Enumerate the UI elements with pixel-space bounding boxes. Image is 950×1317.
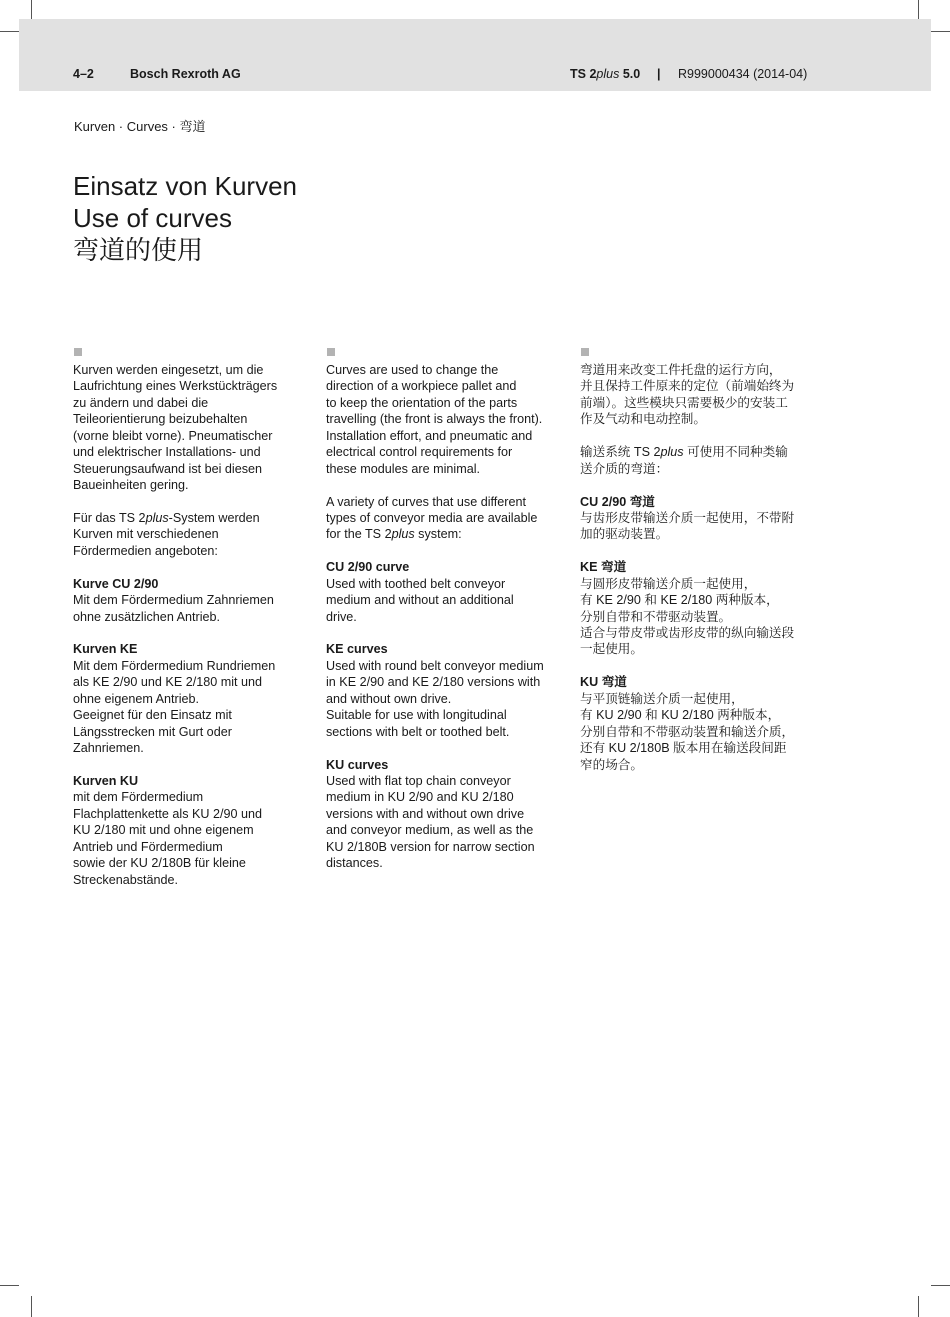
- section-heading: KE 弯道: [580, 560, 627, 575]
- text-line: Kurven mit verschiedenen: [73, 527, 219, 542]
- paragraph-gap: [326, 477, 571, 493]
- crop-mark: [931, 31, 950, 32]
- crop-mark: [31, 1296, 32, 1317]
- page-title: [73, 170, 297, 266]
- text-line: Streckenabstände.: [73, 872, 179, 887]
- breadcrumb: Kurven · Curves · 弯道: [74, 119, 206, 134]
- section-marker: [74, 348, 82, 356]
- text-line: 输送系统 TS 2plus 可使用不同种类输: [580, 445, 788, 460]
- text-line: (vorne bleibt vorne). Pneumatischer: [73, 428, 273, 443]
- text-line: Längsstrecken mit Gurt oder: [73, 724, 232, 739]
- crop-mark: [31, 0, 32, 19]
- paragraph-gap: [73, 757, 318, 773]
- text-line: 弯道用来改变工件托盘的运行方向，: [580, 363, 782, 377]
- text-line: ohne eigenem Antrieb.: [73, 691, 200, 706]
- text-line: KU 2/180B version for narrow section: [326, 839, 535, 854]
- crop-mark: [0, 31, 19, 32]
- crop-mark: [931, 1285, 950, 1286]
- text-line: Kurven werden eingesetzt, um die: [73, 363, 264, 377]
- text-line: ohne zusätzlichen Antrieb.: [73, 609, 221, 624]
- text-line: to keep the orientation of the parts: [326, 395, 518, 410]
- crop-mark: [0, 1285, 19, 1286]
- text-line: and conveyor medium, as well as the: [326, 823, 534, 838]
- text-line: 分别自带和不带驱动装置和输送介质，: [580, 724, 795, 739]
- paragraph-gap: [580, 428, 825, 444]
- text-line: als KE 2/90 und KE 2/180 mit und: [73, 675, 263, 690]
- text-line: Used with flat top chain conveyor: [326, 773, 511, 788]
- text-line: Zahnriemen.: [73, 741, 144, 756]
- text-line: drive.: [326, 609, 357, 624]
- paragraph-gap: [326, 625, 571, 641]
- text-line: in KE 2/90 and KE 2/180 versions with: [326, 675, 541, 690]
- column-chinese: [580, 345, 825, 773]
- section-heading: KU curves: [326, 757, 389, 772]
- title-zh: 弯道的使用: [73, 235, 204, 265]
- paragraph-gap: [580, 477, 825, 493]
- document-id: R999000434 (2014-04): [678, 67, 808, 81]
- product-name: TS 2plus 5.0: [570, 67, 641, 81]
- paragraph-gap: [73, 494, 318, 510]
- text-line: and without own drive.: [326, 691, 452, 706]
- text-line: 有 KE 2/90 和 KE 2/180 两种版本，: [580, 593, 779, 608]
- text-line: Curves are used to change the: [326, 363, 499, 377]
- text-line: sowie der KU 2/180B für kleine: [73, 856, 246, 871]
- text-line: for the TS 2plus system:: [326, 527, 462, 542]
- paragraph-gap: [73, 559, 318, 575]
- text-line: 前端）。这些模块只需要极少的安装工: [580, 395, 788, 410]
- text-line: Used with round belt conveyor medium: [326, 658, 544, 673]
- text-line: these modules are minimal.: [326, 461, 480, 476]
- text-line: Fördermedien angeboten:: [73, 543, 218, 558]
- text-line: 与圆形皮带输送介质一起使用，: [580, 576, 757, 591]
- text-line: 一起使用。: [580, 642, 643, 657]
- text-line: versions with and without own drive: [326, 806, 525, 821]
- text-line: KU 2/180 mit und ohne eigenem: [73, 823, 254, 838]
- paragraph-gap: [580, 658, 825, 674]
- text-line: 送介质的弯道：: [580, 461, 669, 476]
- text-line: Steuerungsaufwand ist bei diesen: [73, 461, 263, 476]
- text-line: distances.: [326, 856, 383, 871]
- text-line: 分别自带和不带驱动装置。: [580, 609, 732, 624]
- text-line: und elektrischer Installations- und: [73, 445, 261, 460]
- paragraph-gap: [326, 543, 571, 559]
- text-line: Mit dem Fördermedium Zahnriemen: [73, 593, 274, 608]
- paragraph-gap: [326, 740, 571, 756]
- text-line: Geeignet für den Einsatz mit: [73, 708, 232, 723]
- text-line: Laufrichtung eines Werkstückträgers: [73, 379, 278, 394]
- text-line: 还有 KU 2/180B 版本用在输送段间距: [580, 741, 787, 756]
- text-line: Suitable for use with longitudinal: [326, 708, 507, 723]
- text-line: 并且保持工件原来的定位（前端始终为: [580, 379, 795, 394]
- section-heading: Kurven KU: [73, 773, 139, 788]
- text-line: 与齿形皮带输送介质一起使用，不带附: [580, 510, 795, 525]
- text-line: 适合与带皮带或齿形皮带的纵向输送段: [580, 626, 795, 640]
- text-line: zu ändern und dabei die: [73, 395, 209, 410]
- section-heading: KE curves: [326, 642, 388, 657]
- title-en: Use of curves: [73, 203, 232, 233]
- title-de: Einsatz von Kurven: [73, 171, 298, 201]
- column-text: [326, 362, 571, 872]
- header-separator: |: [657, 67, 661, 81]
- section-heading: CU 2/90 curve: [326, 560, 410, 575]
- column-english: [326, 345, 571, 872]
- text-line: Mit dem Fördermedium Rundriemen: [73, 658, 276, 673]
- text-line: sections with belt or toothed belt.: [326, 724, 510, 739]
- text-line: medium in KU 2/90 and KU 2/180: [326, 790, 514, 805]
- text-line: Baueinheiten gering.: [73, 478, 189, 493]
- text-line: medium and without an additional: [326, 593, 514, 608]
- paragraph-gap: [580, 543, 825, 559]
- section-heading: Kurven KE: [73, 642, 138, 657]
- text-line: Antrieb und Fördermedium: [73, 839, 223, 854]
- text-line: travelling (the front is always the front).: [326, 412, 543, 427]
- column-text: [73, 362, 318, 888]
- text-line: Flachplattenkette als KU 2/90 und: [73, 806, 263, 821]
- text-line: 作及气动和电动控制。: [580, 412, 706, 427]
- column-german: [73, 345, 318, 888]
- crop-mark: [918, 1296, 919, 1317]
- column-text: [580, 362, 825, 773]
- text-line: Für das TS 2plus-System werden: [73, 510, 260, 525]
- text-line: 窄的场合。: [580, 757, 643, 772]
- crop-mark: [918, 0, 919, 19]
- text-line: Used with toothed belt conveyor: [326, 576, 506, 591]
- section-heading: KU 弯道: [580, 675, 627, 690]
- text-line: electrical control requirements for: [326, 445, 513, 460]
- section-marker: [327, 348, 335, 356]
- text-line: 有 KU 2/90 和 KU 2/180 两种版本，: [580, 708, 781, 723]
- section-heading: Kurve CU 2/90: [73, 576, 159, 591]
- section-heading: CU 2/90 弯道: [580, 494, 655, 509]
- text-line: 加的驱动装置。: [580, 527, 669, 542]
- text-line: Teileorientierung beizubehalten: [73, 412, 248, 427]
- text-line: 与平顶链输送介质一起使用，: [580, 691, 744, 706]
- text-line: direction of a workpiece pallet and: [326, 379, 517, 394]
- section-marker: [581, 348, 589, 356]
- text-line: types of conveyor media are available: [326, 510, 538, 525]
- text-line: A variety of curves that use different: [326, 494, 526, 509]
- page-number: 4–2: [73, 67, 94, 81]
- company-name: Bosch Rexroth AG: [130, 67, 241, 81]
- text-line: mit dem Fördermedium: [73, 790, 204, 805]
- paragraph-gap: [73, 625, 318, 641]
- text-line: Installation effort, and pneumatic and: [326, 428, 533, 443]
